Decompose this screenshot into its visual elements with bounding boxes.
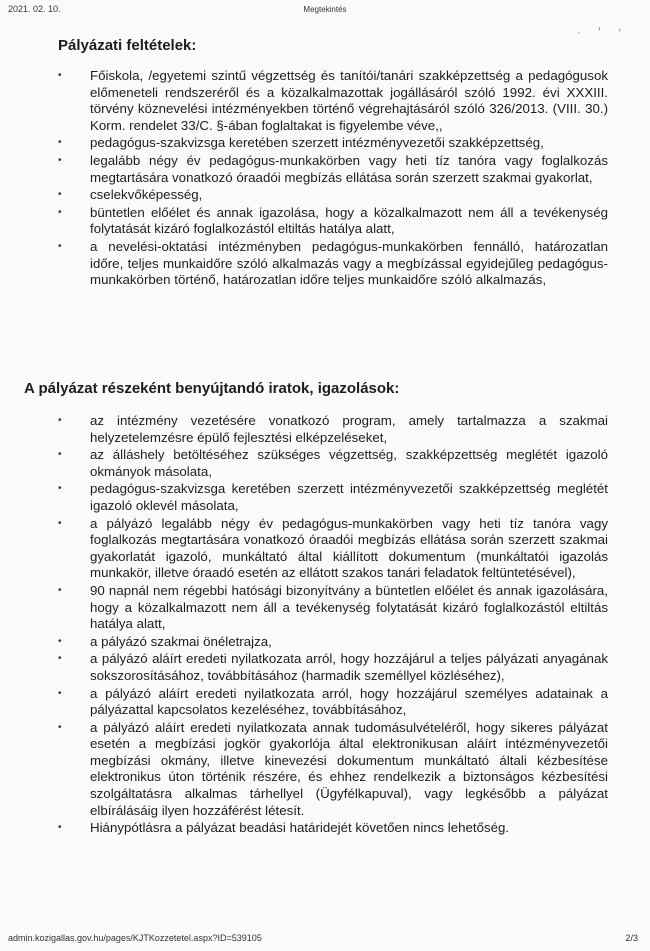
list-item: • Hiánypótlásra a pályázat beadási határidejét követően nincs lehetőség. <box>58 820 510 836</box>
bullet-icon: • <box>58 240 62 252</box>
list-item: • büntetlen előélet és annak igazolása, hogy a közalkalmazott nem áll a tevékenység folytatását kizáró foglalkozástól eltiltás hatálya alatt, <box>58 204 608 237</box>
bullet-icon: • <box>58 483 62 495</box>
section-documents <box>0 380 650 838</box>
bullet-icon: • <box>58 822 62 834</box>
list-item: • az álláshely betöltéséhez szükséges végzettség, szakképzettség meglétét igazoló okmányok másolata, <box>58 447 608 479</box>
bullet-icon: • <box>58 687 62 699</box>
list-item: • a pályázó aláírt eredeti nyilatkozata arról, hogy hozzájárul a teljes pályázati anyagának sokszorosításához, továbbításához (harmadik személlyel közléséhez), <box>58 651 608 683</box>
footer-page-number: 2/3 <box>625 933 638 943</box>
section-heading-conditions: Pályázati feltételek: <box>58 37 197 54</box>
bullet-icon: • <box>58 635 62 647</box>
list-item: • az intézmény vezetésére vonatkozó program, amely tartalmazza a szakmai helyzetelemzésre épülő fejlesztési elképzeléseket, <box>58 413 608 445</box>
list-item: • 90 napnál nem régebbi hatósági bizonyítvány a büntetlen előélet és annak igazolására, hogy a közalkalmazott nem áll a tevékenység folytatását kizáró foglalkozástól eltiltás hatálya alatt, <box>58 582 608 632</box>
header-date: 2021. 02. 10. <box>8 4 61 14</box>
list-item: • a pályázó legalább négy év pedagógus-munkakörben vagy heti tíz tanóra vagy foglalkozás megtartására vonatkozó óraadói megbízás ellátása során szerzett szakmai gyakorlatát igazoló, munkáltató által kiállított dokumentum (munkáltatói igazolás munkakör, illetve óraadó esetén az ellátott szakos tanári feladatok feltüntetésével), <box>58 515 608 581</box>
list-item: • a nevelési-oktatási intézményben pedagógus-munkakörben fennálló, határozatlan időre, teljes munkaidőre szóló alkalmazás vagy a megbízással egyidejűleg pedagógus-munkakörben történő, határozatlan időre teljes munkaidőre szóló alkalmazás, <box>58 238 608 288</box>
bullet-icon: • <box>58 206 62 218</box>
bullet-icon: • <box>58 517 62 529</box>
list-item: • Főiskola, /egyetemi szintű végzettség és tanítói/tanári szakképzettség a pedagógusok előmeneteli rendszeréről és a közalkalmazottak jogállásáról szóló 1992. évi XXXIII. törvény köznevelési intézményekben történő végrehajtásáról szóló 326/2013. (VIII. 30.) Korm. rendelet 33/C. §-ában foglaltakat is figyelembe véve,, <box>58 68 608 133</box>
bullet-icon: • <box>58 721 62 733</box>
bullet-icon: • <box>58 653 62 665</box>
list-item: • a pályázó aláírt eredeti nyilatkozata annak tudomásulvételéről, hogy sikeres pályázat esetén a megbízási jogkör gyakorlója által elektronikusan aláírt intézményvezetői megbízási okmány, illetve kinevezési dokumentum munkáltató általi kézbesítése elektronikus úton történik részére, és ehhez rendelkezik a biztonságos kézbesítési szolgáltatásra alkalmas tárhellyel (Ügyfélkapuval), vagy legkésőbb a pályázat elbírálásáig ilyen hozzáférést létesít. <box>58 719 608 818</box>
list-item: • legalább négy év pedagógus-munkakörben vagy heti tíz tanóra vagy foglalkozás megtartására vonatkozó óraadói megbízás ellátása során szerzett szakmai gyakorlat, <box>58 152 608 185</box>
bullet-icon: • <box>58 449 62 461</box>
bullet-icon: • <box>58 584 62 596</box>
bullet-icon: • <box>58 415 62 426</box>
bullet-icon: • <box>58 154 62 166</box>
list-item: • a pályázó aláírt eredeti nyilatkozata arról, hogy hozzájárul személyes adatainak a pályázattal kapcsolatos kezeléséhez, továbbításához, <box>58 685 608 718</box>
list-item: • pedagógus-szakvizsga keretében szerzett intézményvezetői szakképzettség, <box>58 135 544 151</box>
header-marks: ¸ ¹ ‹ <box>578 27 629 34</box>
footer-url: admin.kozigallas.gov.hu/pages/KJTKozzetetel.aspx?ID=539105 <box>8 933 262 943</box>
bullet-icon: • <box>58 189 62 201</box>
list-item: • pedagógus-szakvizsga keretében szerzett intézményvezetői szakképzettség meglétét igazoló oklevél másolata, <box>58 481 608 513</box>
section-conditions <box>0 37 650 290</box>
header-title: Megtekintés <box>303 5 347 14</box>
section-heading-documents: A pályázat részeként benyújtandó iratok, igazolások: <box>24 380 400 397</box>
list-item: • cselekvőképesség, <box>58 187 203 203</box>
bullet-icon: • <box>58 70 62 81</box>
conditions-list <box>0 68 650 289</box>
list-item: • a pályázó szakmai önéletrajza, <box>58 633 272 649</box>
bullet-icon: • <box>58 137 62 149</box>
documents-list <box>0 413 650 837</box>
